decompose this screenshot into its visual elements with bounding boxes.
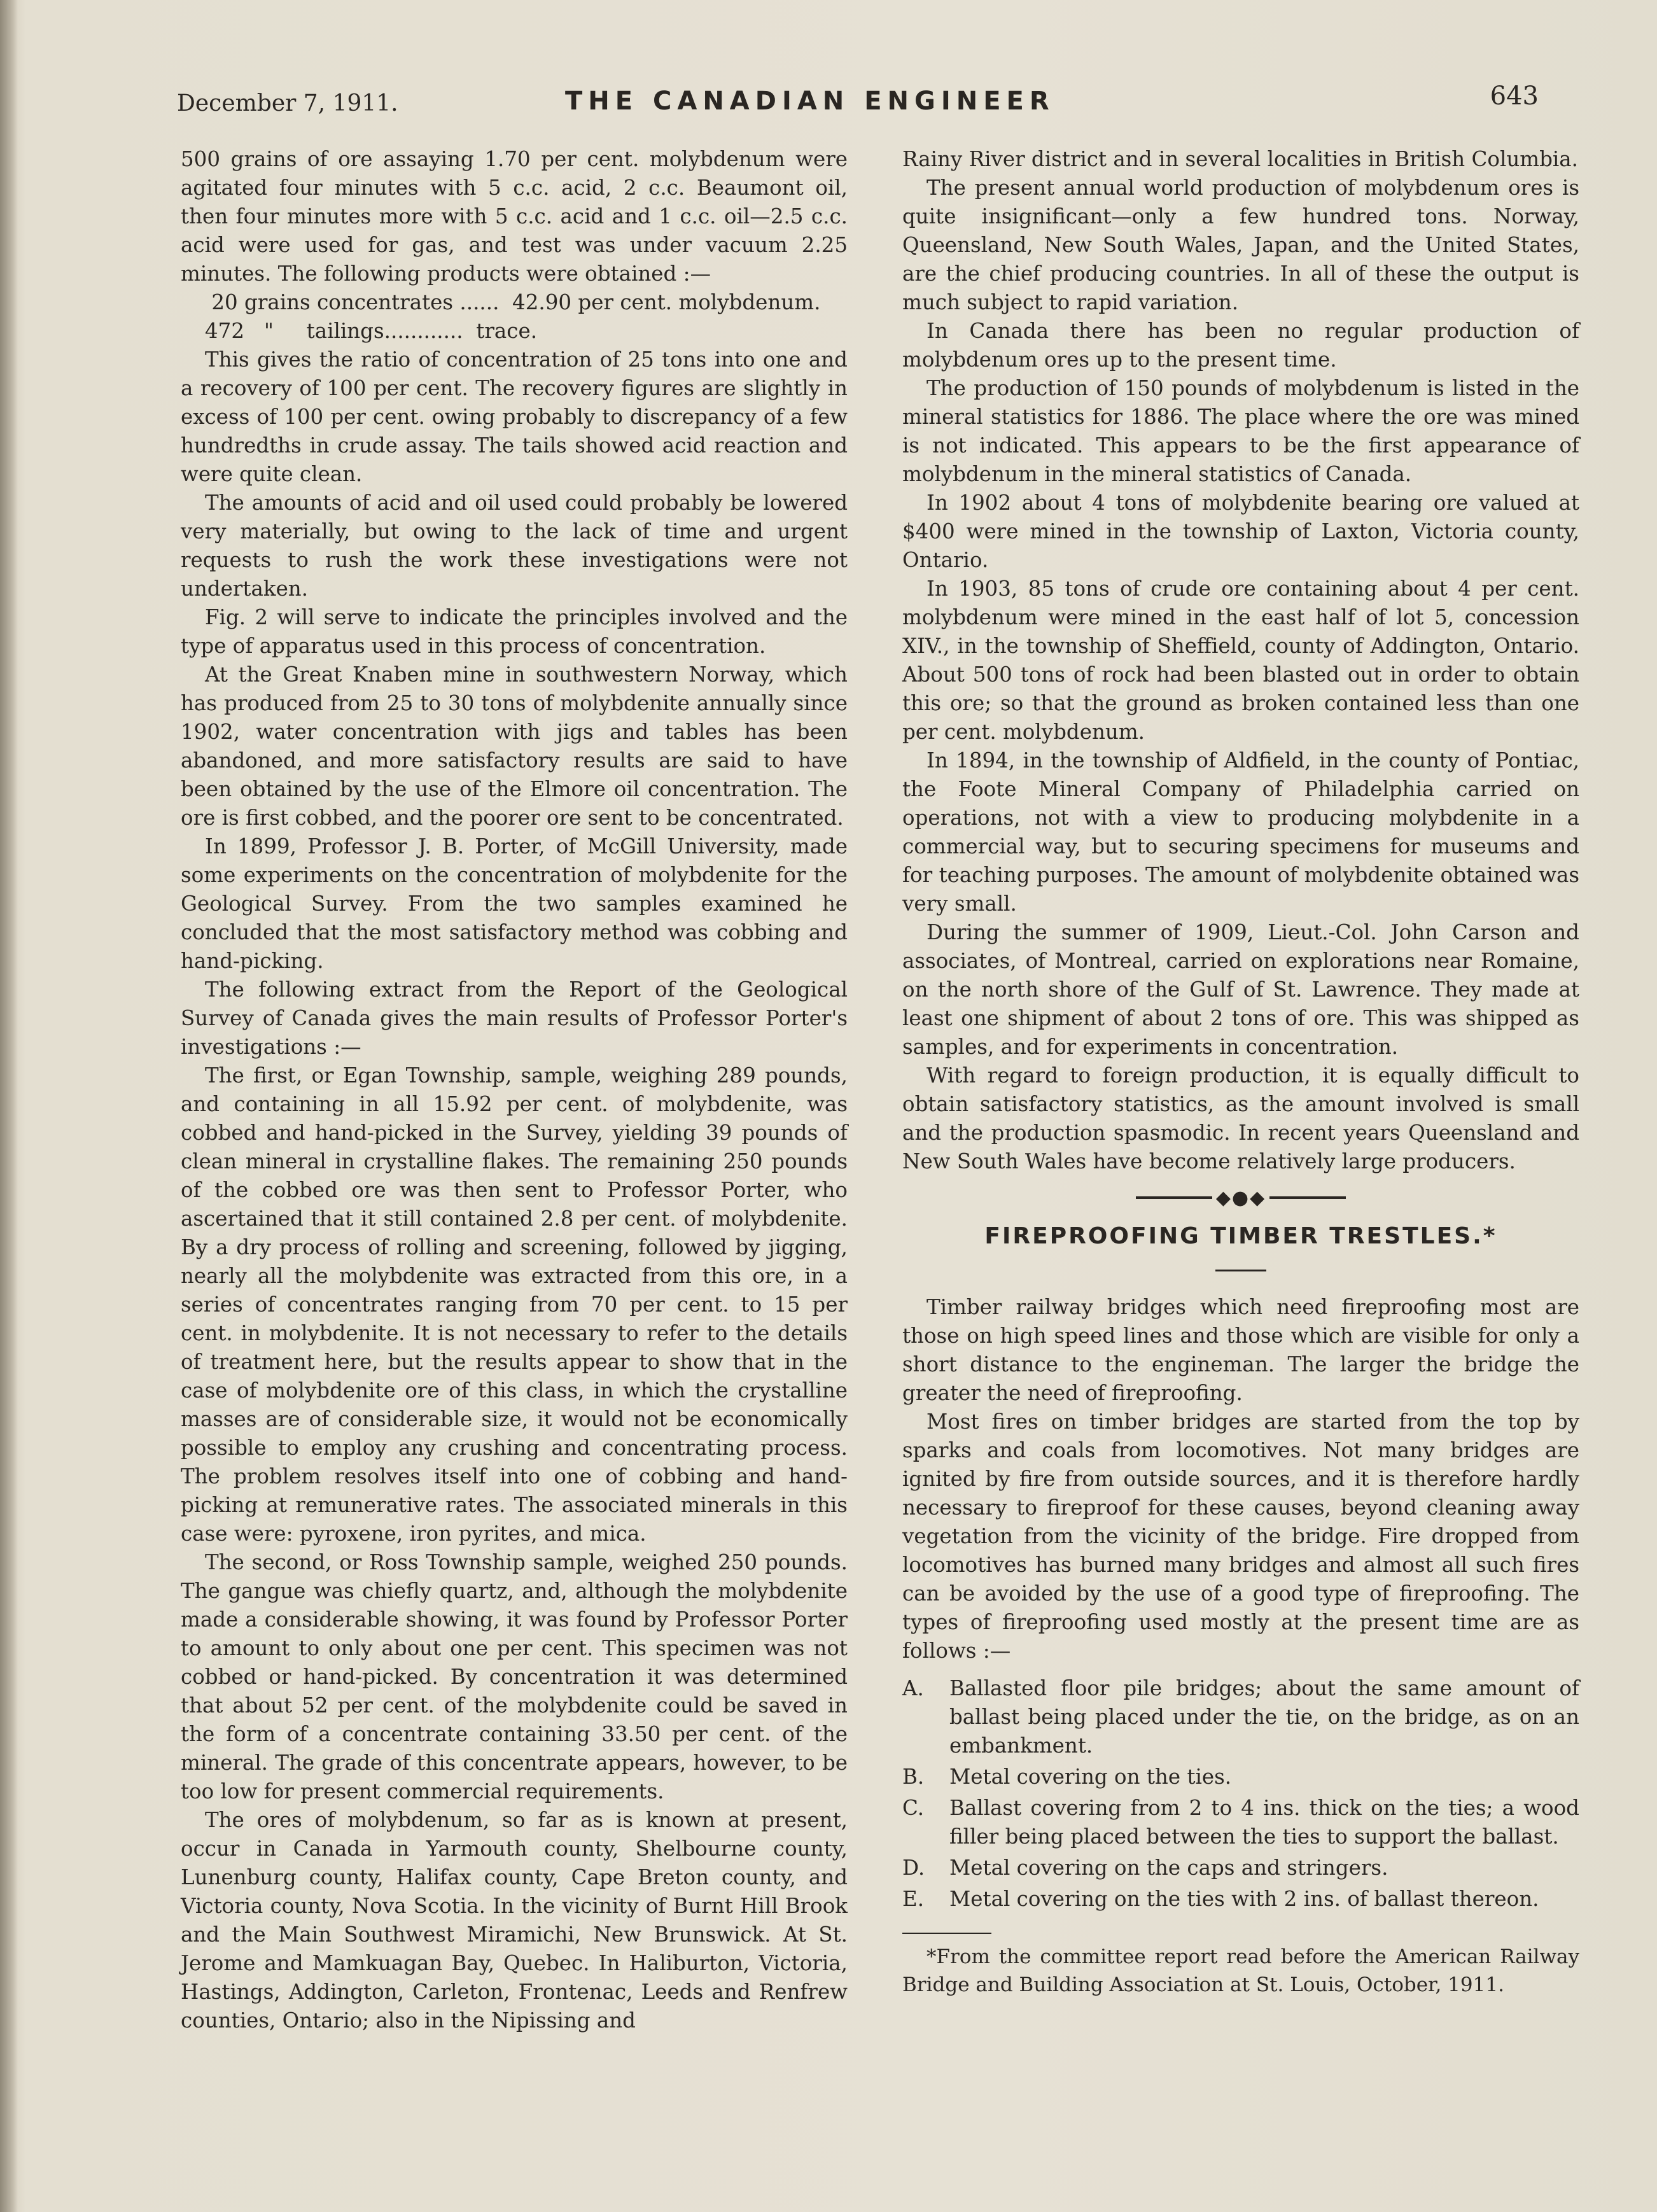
paragraph: With regard to foreign production, it is equally difficult to obtain satisfactory statistics, as the amount involved is small and the production spasmodic. In recent years Queensland and New South Wales have become relatively large producers.: [902, 1063, 1579, 1173]
paragraph: The ores of molybdenum, so far as is known at present, occur in Canada in Yarmouth county, Shelbourne county, Lunenburg county, Halifax county, Cape Breton county, and Victoria county, Nova Scotia. In the vicinity of Burnt Hill Brook and the Main Southwest Miramichi, New Brunswick. At St. Jerome and Mamkuagan Bay, Quebec. In Haliburton, Victoria, Hastings, Addington, Carleton, Frontenac, Leeds and Renfrew counties, Ontario; also in the Nipissing and: [181, 1808, 848, 2033]
list-letter: B.: [902, 1765, 925, 1789]
list-letter: A.: [902, 1676, 924, 1700]
list-letter: D.: [902, 1856, 925, 1880]
paragraph: This gives the ratio of concentration of 25 tons into one and a recovery of 100 per cent. The recovery figures are slightly in excess of 100 per cent. owing probably to discrepancy of a few hundredths in crude assay. The tails showed acid reaction and were quite clean.: [181, 347, 848, 486]
list-item: [902, 1854, 1579, 1882]
paragraph: 500 grains of ore assaying 1.70 per cent. molybdenum were agitated four minutes with 5 c.c. acid, 2 c.c. Beaumont oil, then four minutes more with 5 c.c. acid and 1 c.c. oil—2.5 c.c. acid were used for gas, and test was under vacuum 2.25 minutes. The following products were obtained :—: [181, 147, 848, 286]
right-column: [902, 145, 1579, 1999]
paragraph: Most fires on timber bridges are started from the top by sparks and coals from locomotives. Not many bridges are ignited by fire from outside sources, and it is therefore hardly necessary to fireproof for these causes, beyond cleaning away vegetation from the vicinity of the bridge. Fire dropped from locomotives has burned many bridges and almost all such fires can be avoided by the use of a good type of fireproofing. The types of fireproofing used mostly at the present time are as follows :—: [902, 1410, 1579, 1663]
paragraph: The second, or Ross Township sample, weighed 250 pounds. The gangue was chiefly quartz, and, although the molybdenite made a considerable showing, it was found by Professor Porter to amount to only about one per cent. This specimen was not cobbed or hand-picked. By concentration it was determined that about 52 per cent. of the molybdenite could be saved in the form of a concentrate containing 33.50 per cent. of the mineral. The grade of this concentrate appears, however, to be too low for present commercial requirements.: [181, 1550, 848, 1803]
list-item: [902, 1763, 1579, 1791]
list-text: Metal covering on the ties with 2 ins. of ballast thereon.: [949, 1887, 1539, 1911]
list-text: Metal covering on the caps and stringers.: [949, 1856, 1388, 1880]
page-number: 643: [1490, 81, 1539, 111]
paragraph: Timber railway bridges which need fireproofing most are those on high speed lines and those which are visible for only a short distance to the engineman. The larger the bridge the greater the need of fireproofing.: [902, 1295, 1579, 1405]
list-item: [902, 1885, 1579, 1914]
page-spine-shadow: [0, 0, 18, 2212]
product-line-concentrates: 20 grains concentrates ...... 42.90 per cent. molybdenum.: [205, 290, 821, 314]
diamond-ornament-icon: ◆●◆: [1215, 1186, 1266, 1209]
section-title: FIREPROOFING TIMBER TRESTLES.*: [984, 1223, 1497, 1249]
divider-line: [1269, 1196, 1346, 1199]
paragraph: Fig. 2 will serve to indicate the principles involved and the type of apparatus used in this process of concentration.: [181, 605, 848, 658]
paragraph: In 1903, 85 tons of crude ore containing about 4 per cent. molybdenum were mined in the east half of lot 5, concession XIV., in the township of Sheffield, county of Addington, Ontario. About 500 tons of rock had been blasted out in order to obtain this ore; so that the ground as broken contained less than one per cent. molybdenum.: [902, 577, 1579, 744]
paragraph: The production of 150 pounds of molybdenum is listed in the mineral statistics for 1886. The place where the ore was mined is not indicated. This appears to be the first appearance of molybdenum in the mineral statistics of Canada.: [902, 376, 1579, 486]
paragraph: The first, or Egan Township, sample, weighing 289 pounds, and containing in all 15.92 per cent. of molybdenite, was cobbed and hand-picked in the Survey, yielding 39 pounds of clean mineral in crystalline flakes. The remaining 250 pounds of the cobbed ore was then sent to Professor Porter, who ascertained that it still contained 2.8 per cent. of molybdenite. By a dry process of rolling and screening, followed by jigging, nearly all the molybdenite was extracted from this ore, in a series of concentrates ranging from 70 per cent. to 15 per cent. in molybdenite. It is not necessary to refer to the details of treatment here, but the results appear to show that in the case of molybdenite ore of this class, in which the crystalline masses are of considerable size, it would not be economically possible to employ any crushing and concentrating process. The problem resolves itself into one of cobbing and hand-picking at remunerative rates. The associated minerals in this case were: pyroxene, iron pyrites, and mica.: [181, 1063, 848, 1546]
paragraph: In Canada there has been no regular production of molybdenum ores up to the present time.: [902, 319, 1579, 372]
paragraph: In 1902 about 4 tons of molybdenite bearing ore valued at $400 were mined in the township of Laxton, Victoria county, Ontario.: [902, 491, 1579, 572]
paragraph: Rainy River district and in several localities in British Columbia.: [902, 147, 1579, 171]
footnote: *From the committee report read before the American Railway Bridge and Building Association at St. Louis, October, 1911.: [902, 1945, 1579, 1996]
list-text: Metal covering on the ties.: [949, 1765, 1232, 1789]
product-line-tailings: 472 " tailings............ trace.: [205, 319, 538, 343]
header-date: December 7, 1911.: [177, 90, 398, 116]
title-underline: [1215, 1270, 1266, 1271]
running-header: [177, 81, 1539, 132]
list-text: Ballast covering from 2 to 4 ins. thick on the ties; a wood filler being placed between the ties to support the ballast.: [949, 1796, 1579, 1849]
paragraph: The amounts of acid and oil used could probably be lowered very materially, but owing to the lack of time and urgent requests to rush the work these investigations were not undertaken.: [181, 491, 848, 601]
paragraph: During the summer of 1909, Lieut.-Col. John Carson and associates, of Montreal, carried on explorations near Romaine, on the north shore of the Gulf of St. Lawrence. They made at least one shipment of about 2 tons of ore. This was shipped as samples, and for experiments in concentration.: [902, 920, 1579, 1059]
paragraph: In 1899, Professor J. B. Porter, of McGill University, made some experiments on the concentration of molybdenite for the Geological Survey. From the two samples examined he concluded that the most satisfactory method was cobbing and hand-picking.: [181, 834, 848, 973]
ornamental-divider: [902, 1185, 1579, 1210]
paragraph: The following extract from the Report of the Geological Survey of Canada gives the main results of Professor Porter's investigations :—: [181, 977, 848, 1059]
list-letter: C.: [902, 1796, 925, 1820]
list-item: [902, 1794, 1579, 1851]
journal-title: THE CANADIAN ENGINEER: [565, 87, 1055, 116]
footnote-rule: [902, 1933, 991, 1934]
list-letter: E.: [902, 1887, 925, 1911]
paragraph: At the Great Knaben mine in southwestern Norway, which has produced from 25 to 30 tons of molybdenite annually since 1902, water concentration with jigs and tables has been abandoned, and more satisfactory results are said to have been obtained by the use of the Elmore oil concentration. The ore is first cobbed, and the poorer ore sent to be concentrated.: [181, 662, 848, 830]
list-text: Ballasted floor pile bridges; about the same amount of ballast being placed under the tie, on the bridge, as on an embankment.: [949, 1676, 1579, 1758]
list-item: [902, 1674, 1579, 1760]
fireproofing-types-list: [902, 1674, 1579, 1914]
left-column: [181, 145, 848, 2035]
paragraph: The present annual world production of molybdenum ores is quite insignificant—only a few hundred tons. Norway, Queensland, New South Wales, Japan, and the United States, are the chief producing countries. In all of these the output is much subject to rapid variation.: [902, 176, 1579, 314]
divider-line: [1136, 1196, 1212, 1199]
paragraph: In 1894, in the township of Aldfield, in the county of Pontiac, the Foote Mineral Company of Philadelphia carried on operations, not with a view to producing molybdenite in a commercial way, but to securing specimens for museums and for teaching purposes. The amount of molybdenite obtained was very small.: [902, 748, 1579, 916]
